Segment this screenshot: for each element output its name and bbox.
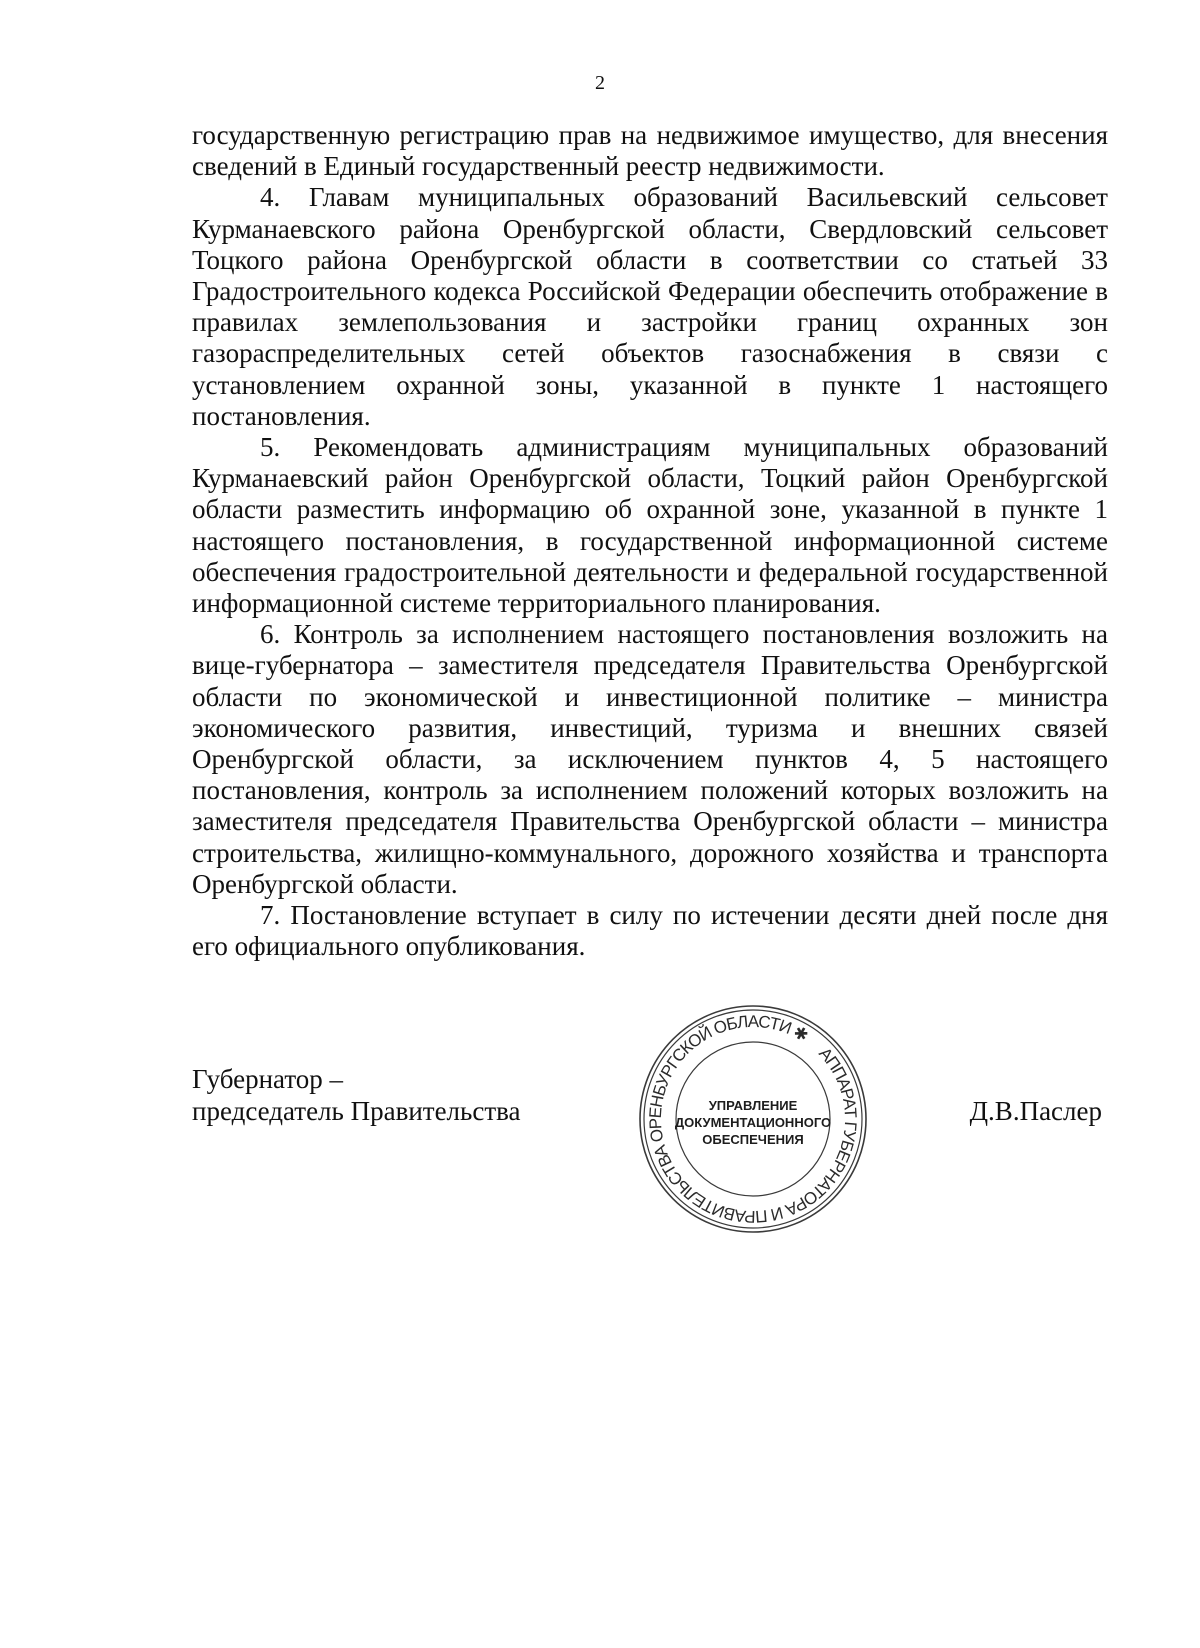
page-number: 2: [595, 72, 605, 94]
paragraph-continuation: государственную регистрацию прав на недвижимое имущество, для внесения сведений в Единый государственный реестр недвижимости.: [192, 120, 1108, 182]
seal-center-line-3: ОБЕСПЕЧЕНИЯ: [702, 1132, 804, 1147]
signatory-title: [192, 1063, 521, 1127]
signatory-name: Д.В.Паслер: [969, 1096, 1102, 1126]
seal-center-line-2: ДОКУМЕНТАЦИОННОГО: [674, 1115, 832, 1130]
seal-ring-text: АППАРАТ ГУБЕРНАТОРА И ПРАВИТЕЛЬСТВА ОРЕНБУРГСКОЙ ОБЛАСТИ ✱: [645, 1011, 861, 1227]
paragraph-item-5: 5. Рекомендовать администрациям муниципальных образований Курманаевский район Оренбургской области, Тоцкий район Оренбургской области разместить информацию об охранной зоне, указанной в пункте 1 настоящего постановления, в государственной информационной системе обеспечения градостроительной деятельности и федеральной государственной информационной системе территориального планирования.: [192, 432, 1108, 619]
official-seal-stamp: [636, 1002, 870, 1236]
seal-graphic: [636, 1002, 870, 1236]
signatory-title-line-2: председатель Правительства: [192, 1096, 521, 1126]
document-body: [192, 120, 1108, 962]
paragraph-item-7: 7. Постановление вступает в силу по истечении десяти дней после дня его официального опубликования.: [192, 900, 1108, 962]
paragraph-item-6: 6. Контроль за исполнением настоящего постановления возложить на вице-губернатора – заместителя председателя Правительства Оренбургской области по экономической и инвестиционной политике – министра экономического развития, инвестиций, туризма и внешних связей Оренбургской области, за исключением пунктов 4, 5 настоящего постановления, контроль за исполнением положений которых возложить на заместителя председателя Правительства Оренбургской области – министра строительства, жилищно-коммунального, дорожного хозяйства и транспорта Оренбургской области.: [192, 619, 1108, 899]
seal-center-line-1: УПРАВЛЕНИЕ: [708, 1098, 798, 1113]
signatory-title-line-1: Губернатор –: [192, 1064, 344, 1094]
paragraph-item-4: 4. Главам муниципальных образований Васильевский сельсовет Курманаевского района Оренбургской области, Свердловский сельсовет Тоцкого района Оренбургской области в соответствии со статьей 33 Градостроительного кодекса Российской Федерации обеспечить отображение в правилах землепользования и застройки границ охранных зон газораспределительных сетей объектов газоснабжения в связи с установлением охранной зоны, указанной в пункте 1 настоящего постановления.: [192, 182, 1108, 431]
